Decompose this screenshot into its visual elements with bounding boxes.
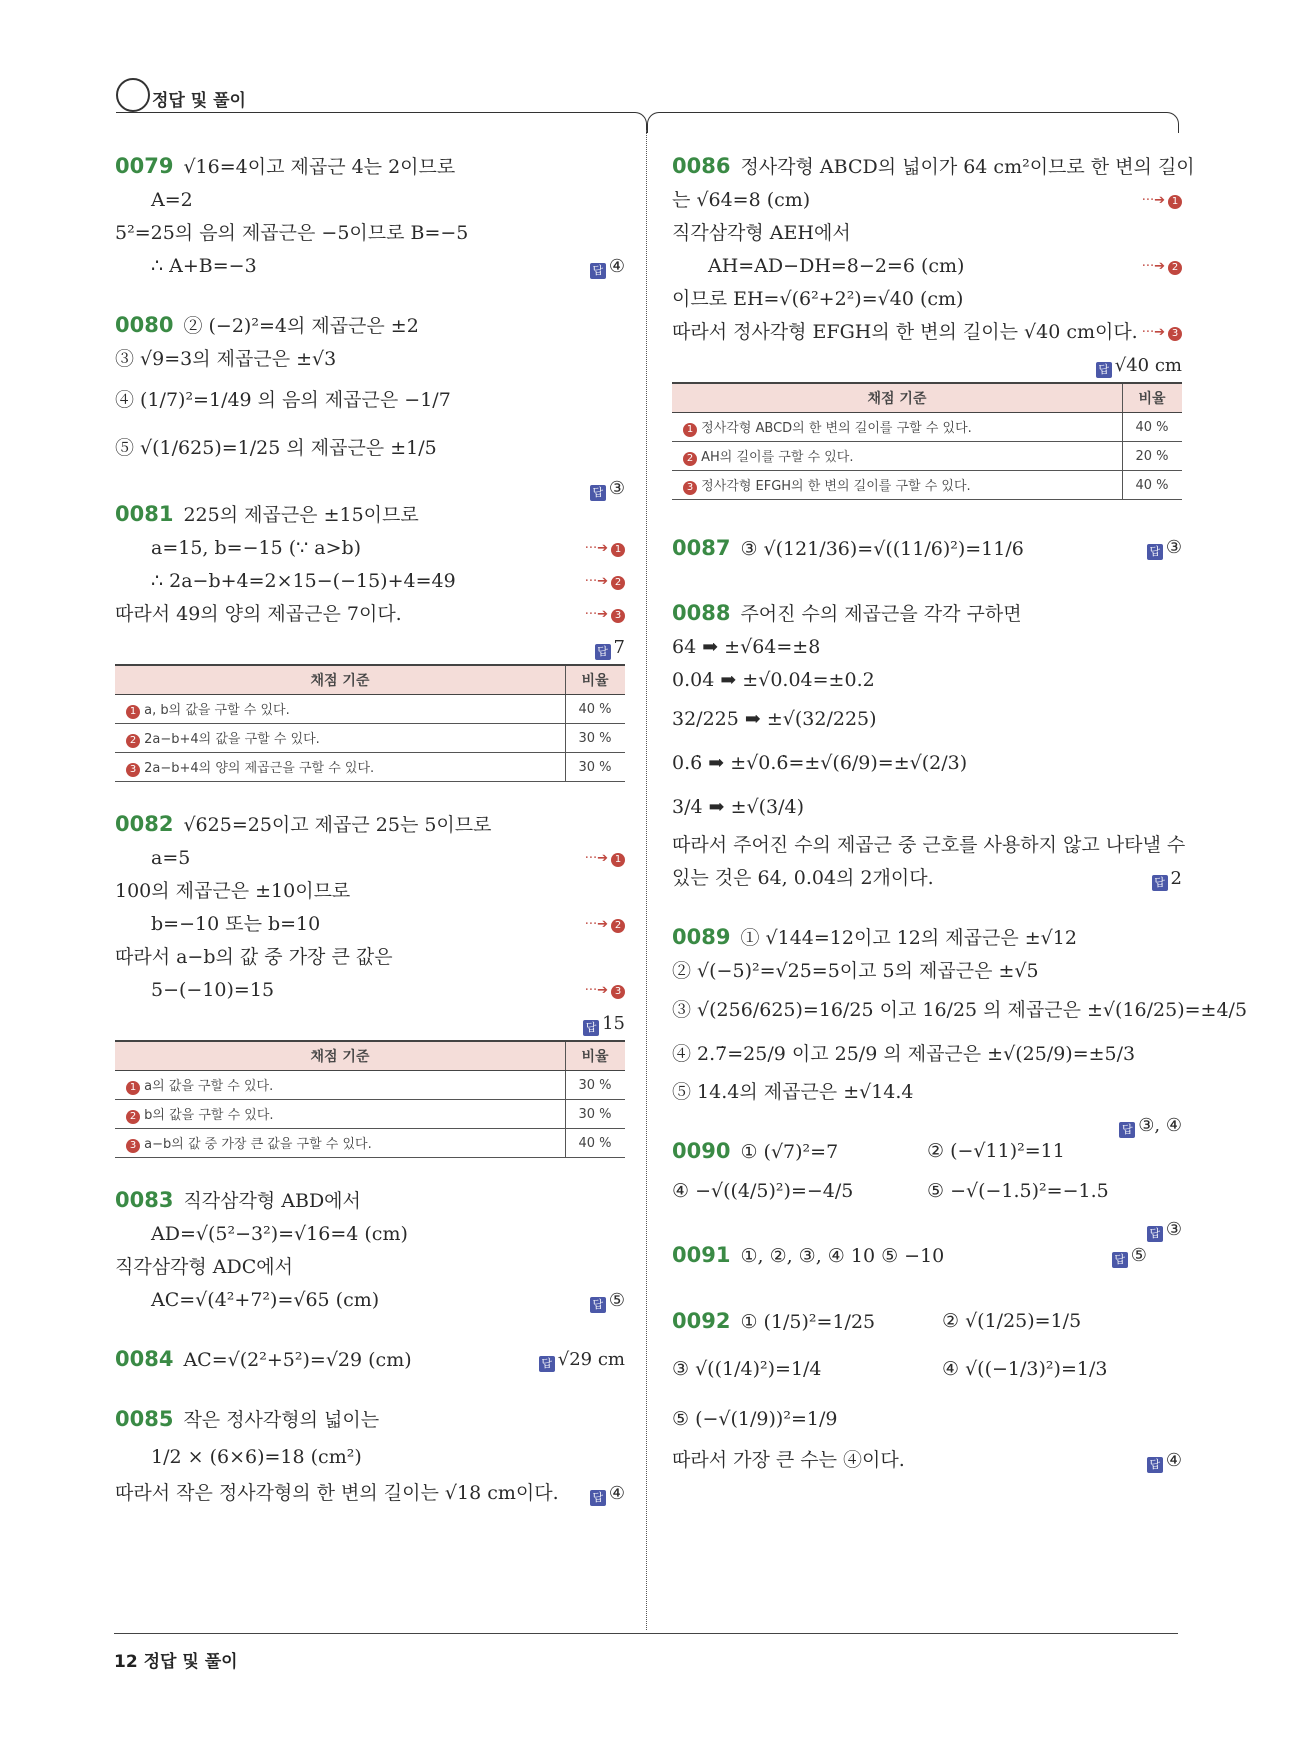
problem-number: 0080 bbox=[115, 313, 174, 337]
problem-0089 bbox=[672, 921, 1248, 1136]
answer-box-icon: 답 bbox=[590, 1297, 606, 1313]
answer: 답 ③, ④ bbox=[1119, 1109, 1182, 1142]
solution-line: 5−(−10)=15 bbox=[151, 979, 275, 1001]
problem-0091 bbox=[672, 1239, 1182, 1273]
answer-box-icon: 답 bbox=[1112, 1252, 1128, 1268]
table-row: 1 a, b의 값을 구할 수 있다. 40 % bbox=[115, 695, 625, 724]
solution-line: AD=√(5²−3²)=√16=4 (cm) bbox=[151, 1223, 408, 1245]
solution-line: ∴ A+B=−3 bbox=[151, 255, 257, 277]
solution-line: ④ (1/7)²=1/49 의 음의 제곱근은 −1/7 bbox=[115, 389, 451, 411]
problem-number: 0079 bbox=[115, 154, 174, 178]
solution-line: ⑤ √(1/625)=1/25 의 제곱근은 ±1/5 bbox=[115, 437, 437, 459]
grading-table bbox=[115, 1040, 625, 1158]
solution-line: AC=√(4²+7²)=√65 (cm) bbox=[151, 1289, 380, 1311]
solution-line: 따라서 가장 큰 수는 ④이다. bbox=[672, 1449, 905, 1471]
solution-line: 따라서 작은 정사각형의 한 변의 길이는 √18 cm이다. bbox=[115, 1482, 559, 1504]
step-marker-3: ···➔ 3 bbox=[1142, 316, 1182, 349]
answer: 답 ⑤ bbox=[590, 1284, 625, 1317]
table-row: 3 정사각형 EFGH의 한 변의 길이를 구할 수 있다. 40 % bbox=[672, 471, 1182, 500]
solution-line: 는 √64=8 (cm) bbox=[672, 189, 811, 211]
answer: 답 √29 cm bbox=[539, 1343, 625, 1376]
problem-0080 bbox=[115, 309, 625, 499]
solution-line: ⑤ 14.4의 제곱근은 ±√14.4 bbox=[672, 1081, 914, 1103]
solution-line: 0.6̇ ➡ ±√0.6̇=±√(6/9)=±√(2/3) bbox=[672, 752, 968, 774]
solution-line: ④ −√((4/5)²)=−4/5 bbox=[672, 1180, 854, 1202]
table-row: 1 정사각형 ABCD의 한 변의 길이를 구할 수 있다. 40 % bbox=[672, 413, 1182, 442]
solution-line: 64 ➡ ±√64=±8 bbox=[672, 636, 821, 658]
answer-box-icon: 답 bbox=[1147, 1457, 1163, 1473]
problem-0092 bbox=[672, 1299, 1182, 1477]
solution-line: 3/4 ➡ ±√(3/4) bbox=[672, 796, 805, 818]
answer-box-icon: 답 bbox=[595, 644, 611, 660]
table-row: 2 2a−b+4의 값을 구할 수 있다. 30 % bbox=[115, 724, 625, 753]
solution-line: 따라서 a−b의 값 중 가장 큰 값은 bbox=[115, 946, 393, 968]
answer: 답 ③ bbox=[1147, 526, 1182, 570]
step-marker-3: ···➔ 3 bbox=[585, 598, 625, 631]
table-row: 3 a−b의 값 중 가장 큰 값을 구할 수 있다. 40 % bbox=[115, 1129, 625, 1158]
answer: 답 ③ bbox=[590, 472, 625, 505]
solution-line: 직각삼각형 ABD에서 bbox=[183, 1190, 361, 1212]
left-column bbox=[115, 150, 625, 1510]
solution-line: 225의 제곱근은 ±15이므로 bbox=[183, 504, 419, 526]
answer: 답 2 bbox=[1152, 862, 1182, 895]
table-header: 비율 bbox=[566, 665, 626, 695]
table-header: 채점 기준 bbox=[115, 665, 566, 695]
solution-line: ③ √9=3의 제곱근은 ±√3 bbox=[115, 348, 337, 370]
solution-line: √625=25이고 제곱근 25는 5이므로 bbox=[183, 814, 492, 836]
solution-line: 이므로 EH=√(6²+2²)=√40 (cm) bbox=[672, 288, 964, 310]
problem-0079 bbox=[115, 150, 625, 283]
problem-number: 0091 bbox=[672, 1243, 731, 1267]
solution-line: ② √(−5)²=√25=5이고 5의 제곱근은 ±√5 bbox=[672, 960, 1039, 982]
solution-line: 작은 정사각형의 넓이는 bbox=[183, 1409, 380, 1431]
solution-line: 따라서 정사각형 EFGH의 한 변의 길이는 √40 cm이다. bbox=[672, 321, 1138, 343]
bottom-rule bbox=[114, 1633, 1178, 1634]
solution-line: 직각삼각형 ADC에서 bbox=[115, 1256, 294, 1278]
answer-box-icon: 답 bbox=[1096, 362, 1112, 378]
solution-line: 100의 제곱근은 ±10이므로 bbox=[115, 880, 351, 902]
answer-box-icon: 답 bbox=[1119, 1122, 1135, 1138]
table-header: 비율 bbox=[1123, 383, 1183, 413]
answer: 답 ③ bbox=[1147, 1213, 1182, 1246]
grading-table bbox=[672, 382, 1182, 500]
step-marker-2: ···➔ 2 bbox=[585, 908, 625, 941]
solution-line: 따라서 49의 양의 제곱근은 7이다. bbox=[115, 603, 402, 625]
solution-line: ③ √(121/36)=√((11/6)²)=11/6 bbox=[740, 538, 1024, 560]
top-frame-right bbox=[647, 112, 1179, 133]
answer-box-icon: 답 bbox=[1147, 1226, 1163, 1242]
table-header: 비율 bbox=[566, 1041, 626, 1071]
solution-line: ② (−√11)²=11 bbox=[927, 1140, 1065, 1162]
solution-line: ② √(1/25)=1/5 bbox=[942, 1310, 1082, 1332]
solution-line: 5²=25의 음의 제곱근은 −5이므로 B=−5 bbox=[115, 222, 469, 244]
solution-line: ③ √((1/4)²)=1/4 bbox=[672, 1358, 822, 1380]
footer-title: 정답 및 풀이 bbox=[143, 1652, 238, 1672]
problem-number: 0084 bbox=[115, 1347, 174, 1371]
right-column bbox=[672, 150, 1248, 1477]
problem-number: 0081 bbox=[115, 502, 174, 526]
solution-line: ① (1/5)²=1/25 bbox=[740, 1311, 876, 1333]
solution-line: 주어진 수의 제곱근을 각각 구하면 bbox=[740, 603, 1022, 625]
step-marker-3: ···➔ 3 bbox=[585, 974, 625, 1007]
step-marker-2: ···➔ 2 bbox=[1142, 250, 1182, 283]
solution-line: ① √144=12이고 12의 제곱근은 ±√12 bbox=[740, 927, 1077, 949]
answer: 답 15 bbox=[583, 1007, 625, 1040]
table-row: 2 b의 값을 구할 수 있다. 30 % bbox=[115, 1100, 625, 1129]
page-header: 정답 및 풀이 bbox=[152, 91, 246, 111]
solution-line: ① (√7)²=7 bbox=[740, 1141, 839, 1163]
problem-number: 0085 bbox=[115, 1407, 174, 1431]
solution-line: 정사각형 ABCD의 넓이가 64 cm²이므로 한 변의 길이 bbox=[740, 156, 1195, 178]
answer: 답 7 bbox=[595, 631, 625, 664]
solution-line: ④ √((−1/3)²)=1/3 bbox=[942, 1358, 1108, 1380]
answer-box-icon: 답 bbox=[1147, 544, 1163, 560]
answer: 답 √40 cm bbox=[1096, 349, 1182, 382]
answer: 답 ④ bbox=[590, 1477, 625, 1510]
problem-0083 bbox=[115, 1184, 625, 1317]
answer-box-icon: 답 bbox=[539, 1356, 555, 1372]
solution-line: ② (−2)²=4의 제곱근은 ±2 bbox=[183, 315, 419, 337]
solution-line: 0.04 ➡ ±√0.04=±0.2 bbox=[672, 669, 875, 691]
solution-line: b=−10 또는 b=10 bbox=[151, 913, 321, 935]
step-marker-1: ···➔ 1 bbox=[585, 532, 625, 565]
problem-0085 bbox=[115, 1403, 625, 1510]
solution-line: 1/2 × (6×6)=18 (cm²) bbox=[151, 1446, 362, 1468]
mascot-icon bbox=[116, 78, 150, 112]
solution-line: 직각삼각형 AEH에서 bbox=[672, 222, 851, 244]
problem-number: 0086 bbox=[672, 154, 731, 178]
solution-line: ①, ②, ③, ④ 10 ⑤ −10 bbox=[740, 1245, 945, 1267]
answer: 답 ⑤ bbox=[1112, 1239, 1147, 1272]
problem-number: 0092 bbox=[672, 1309, 731, 1333]
problem-0082 bbox=[115, 808, 625, 1158]
table-header: 채점 기준 bbox=[672, 383, 1123, 413]
problem-0087 bbox=[672, 526, 1182, 571]
answer: 답 ④ bbox=[1147, 1444, 1182, 1477]
solution-line: ③ √(256/625)=16/25 이고 16/25 의 제곱근은 ±√(16/25)=±4/5 bbox=[672, 999, 1248, 1021]
grading-table bbox=[115, 664, 625, 782]
page-number: 12 bbox=[114, 1652, 138, 1672]
step-marker-1: ···➔ 1 bbox=[585, 842, 625, 875]
problem-number: 0088 bbox=[672, 601, 731, 625]
solution-line: A=2 bbox=[151, 189, 193, 211]
solution-line: a=5 bbox=[151, 847, 191, 869]
step-marker-1: ···➔ 1 bbox=[1142, 184, 1182, 217]
problem-number: 0090 bbox=[672, 1139, 731, 1163]
table-row: 1 a의 값을 구할 수 있다. 30 % bbox=[115, 1071, 625, 1100]
solution-line: AC=√(2²+5²)=√29 (cm) bbox=[183, 1349, 412, 1371]
column-divider bbox=[646, 130, 647, 1630]
solution-line: 따라서 주어진 수의 제곱근 중 근호를 사용하지 않고 나타낼 수 bbox=[672, 834, 1186, 856]
solution-line: AH=AD−DH=8−2=6 (cm) bbox=[708, 255, 965, 277]
answer-box-icon: 답 bbox=[590, 263, 606, 279]
table-row: 3 2a−b+4의 양의 제곱근을 구할 수 있다. 30 % bbox=[115, 753, 625, 782]
answer: 답 ④ bbox=[590, 250, 625, 283]
solution-line: 있는 것은 64, 0.04의 2개이다. bbox=[672, 867, 934, 889]
problem-number: 0087 bbox=[672, 536, 731, 560]
answer-box-icon: 답 bbox=[583, 1020, 599, 1036]
problem-0090 bbox=[672, 1135, 1182, 1240]
solution-line: ∴ 2a−b+4=2×15−(−15)+4=49 bbox=[151, 570, 456, 592]
solution-line: √16=4이고 제곱근 4는 2이므로 bbox=[183, 156, 456, 178]
table-header: 채점 기준 bbox=[115, 1041, 566, 1071]
solution-line: ⑤ −√(−1.5)²=−1.5 bbox=[927, 1180, 1109, 1202]
step-marker-2: ···➔ 2 bbox=[585, 565, 625, 598]
problem-0084 bbox=[115, 1343, 625, 1377]
problem-0081 bbox=[115, 498, 625, 782]
problem-number: 0082 bbox=[115, 812, 174, 836]
table-row: 2 AH의 길이를 구할 수 있다. 20 % bbox=[672, 442, 1182, 471]
solution-line: 32/225 ➡ ±√(32/225) bbox=[672, 708, 877, 730]
problem-0086 bbox=[672, 150, 1195, 500]
problem-number: 0083 bbox=[115, 1188, 174, 1212]
problem-number: 0089 bbox=[672, 925, 731, 949]
top-frame-left bbox=[116, 112, 647, 133]
answer-box-icon: 답 bbox=[590, 1490, 606, 1506]
solution-line: a=15, b=−15 (∵ a>b) bbox=[151, 537, 362, 559]
answer-box-icon: 답 bbox=[590, 485, 606, 501]
solution-line: ⑤ (−√(1/9))²=1/9 bbox=[672, 1408, 838, 1430]
problem-0088 bbox=[672, 597, 1186, 895]
answer-box-icon: 답 bbox=[1152, 875, 1168, 891]
solution-line: ④ 2.7̇=25/9 이고 25/9 의 제곱근은 ±√(25/9)=±5/3 bbox=[672, 1043, 1136, 1065]
page-footer bbox=[114, 1647, 238, 1672]
